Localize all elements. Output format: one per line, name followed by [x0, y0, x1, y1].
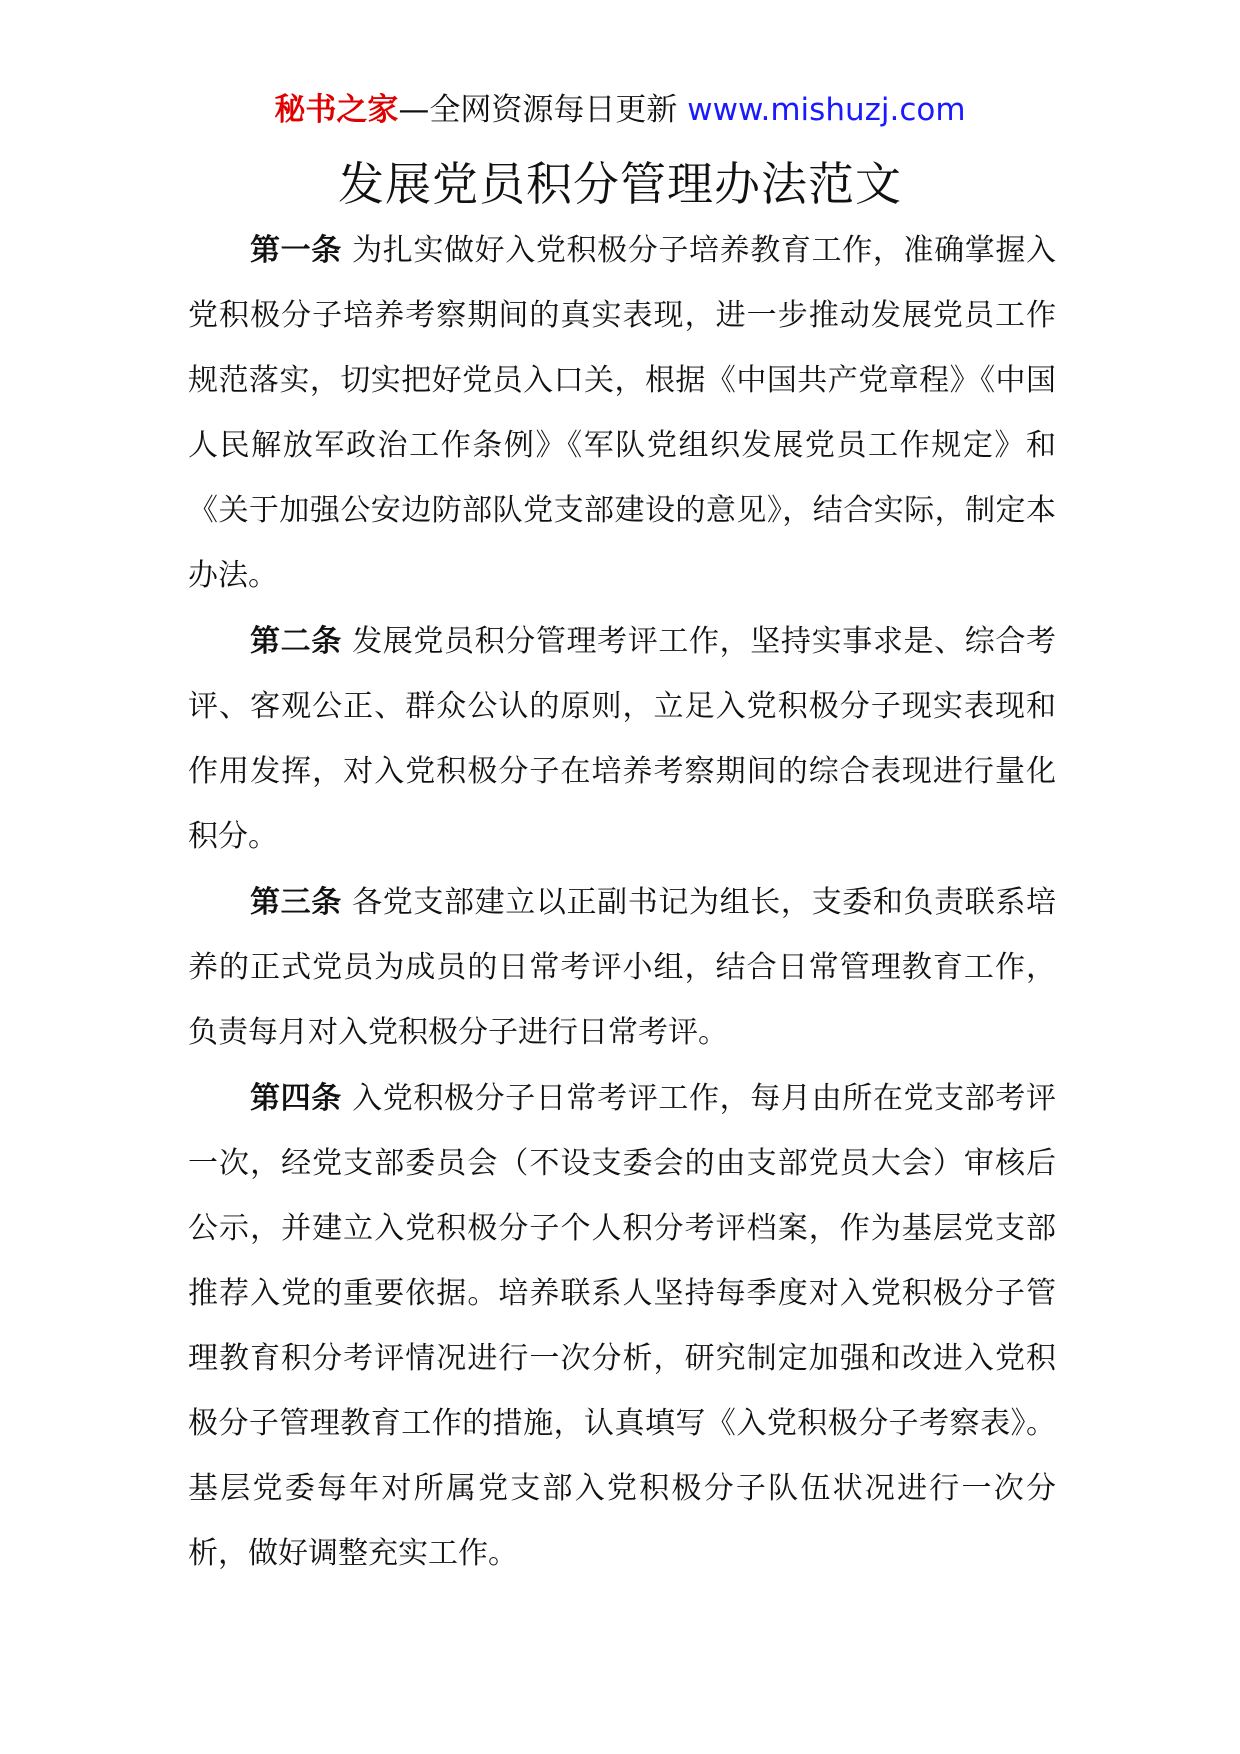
article-text: 发展党员积分管理考评工作，坚持实事求是、综合考评、客观公正、群众公认的原则，立足入党积极分子现实表现和作用发挥，对入党积极分子在培养考察期间的综合表现进行量化积分。: [188, 624, 1056, 854]
article-paragraph: [188, 609, 1056, 869]
site-url-link[interactable]: www.mishuzj.com: [687, 92, 966, 128]
article-text: 为扎实做好入党积极分子培养教育工作，准确掌握入党积极分子培养考察期间的真实表现，进一步推动发展党员工作规范落实，切实把好党员入口关，根据《中国共产党章程》《中国人民解放军政治工作条例》《军队党组织发展党员工作规定》和《关于加强公安边防部队党支部建设的意见》，结合实际，制定本办法。: [188, 233, 1056, 593]
article-paragraph: [188, 1066, 1056, 1586]
header-tagline: —全网资源每日更新: [398, 92, 688, 128]
article-number: 第一条: [250, 233, 342, 268]
site-header: [0, 88, 1240, 132]
article-paragraph: [188, 870, 1056, 1065]
article-text: 入党积极分子日常考评工作，每月由所在党支部考评一次，经党支部委员会（不设支委会的由支部党员大会）审核后公示，并建立入党积极分子个人积分考评档案，作为基层党支部推荐入党的重要依据。培养联系人坚持每季度对入党积极分子管理教育积分考评情况进行一次分析，研究制定加强和改进入党积极分子管理教育工作的措施，认真填写《入党积极分子考察表》。基层党委每年对所属党支部入党积极分子队伍状况进行一次分析，做好调整充实工作。: [188, 1081, 1056, 1571]
article-paragraph: [188, 218, 1056, 608]
article-number: 第四条: [250, 1081, 342, 1116]
article-number: 第三条: [250, 885, 342, 920]
brand-name: 秘书之家: [274, 92, 399, 128]
document-body: [188, 218, 1056, 1587]
article-number: 第二条: [250, 624, 342, 659]
document-title: 发展党员积分管理办法范文: [338, 157, 902, 211]
article-text: 各党支部建立以正副书记为组长，支委和负责联系培养的正式党员为成员的日常考评小组，结合日常管理教育工作，负责每月对入党积极分子进行日常考评。: [188, 885, 1056, 1050]
